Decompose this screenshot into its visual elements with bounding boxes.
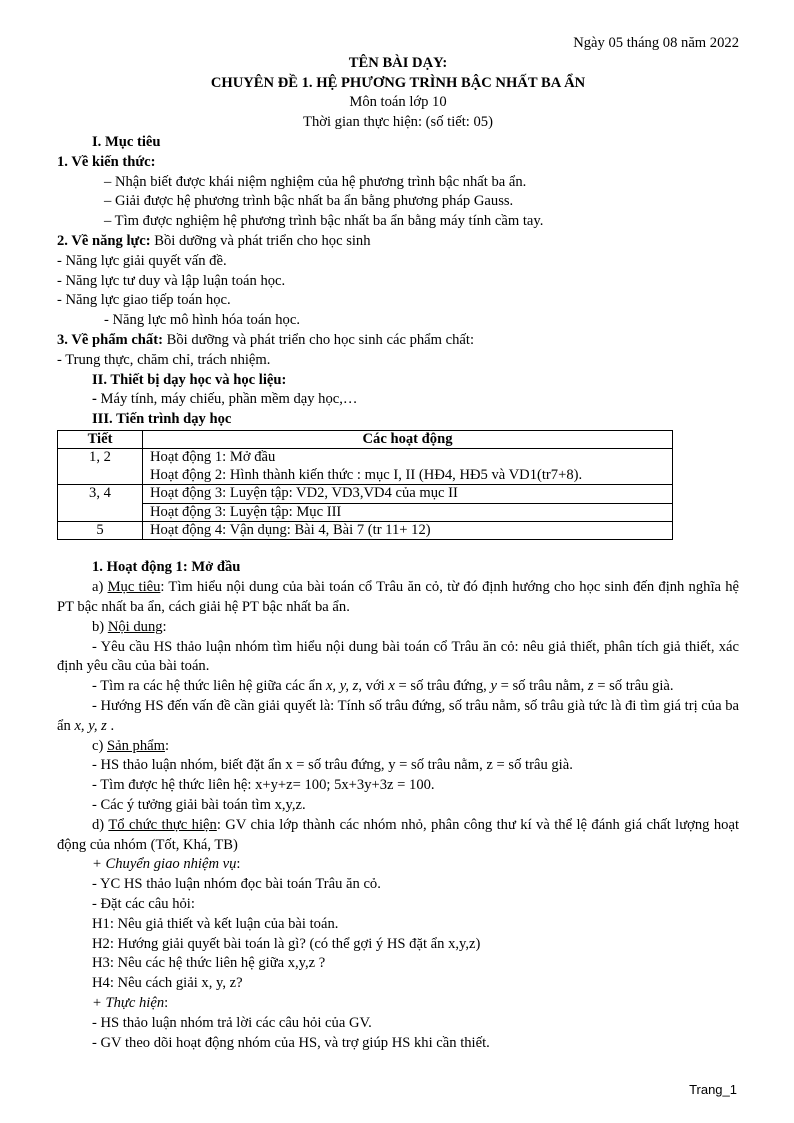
lesson-title: CHUYÊN ĐỀ 1. HỆ PHƯƠNG TRÌNH BẬC NHẤT BA ẨN <box>210 74 586 91</box>
table-row <box>58 521 673 539</box>
knowledge-item: – Giải được hệ phương trình bậc nhất ba ẩn bằng phương pháp Gauss. <box>104 193 514 210</box>
product-item: - HS thảo luận nhóm, biết đặt ẩn x = số trâu đứng, y = số trâu nằm, z = số trâu già. <box>92 757 573 774</box>
quality-line <box>57 331 739 351</box>
activities-cell <box>143 449 673 485</box>
document-page <box>57 34 739 1053</box>
subject-line: Môn toán lớp 10 <box>349 94 447 111</box>
product-key: Sản phẩm <box>107 737 165 754</box>
tiet-cell: 1, 2 <box>58 449 143 485</box>
knowledge-item: – Tìm được nghiệm hệ phương trình bậc nhất ba ẩn bằng máy tính cầm tay. <box>104 213 544 230</box>
math-var: z <box>587 678 594 695</box>
page-number: Trang_1 <box>689 1082 737 1097</box>
equipment-bullet: - <box>92 391 97 408</box>
content-item <box>57 677 739 697</box>
question-item: H2: Hướng giải quyết bài toán là gì? (có thể gợi ý HS đặt ẩn x,y,z) <box>92 935 481 952</box>
objective-text: : Tìm hiểu nội dung của bài toán cổ Trâu ăn cỏ, từ đó định hướng cho học sinh đến định nghĩa hệ PT bậc nhất ba ẩn, cách giải hệ PT bậc nhất ba ẩn. <box>57 579 739 615</box>
activity-line: Hoạt động 3: Luyện tập: Mục III <box>150 503 342 520</box>
tiet-cell: 3, 4 <box>58 485 143 522</box>
math-var: y <box>490 678 497 695</box>
product-item: - Tìm được hệ thức liên hệ: x+y+z= 100; 5x+3y+3z = 100. <box>92 777 435 794</box>
table-row <box>58 503 673 521</box>
table-header-row <box>58 430 673 448</box>
quality-intro: Bồi dưỡng và phát triển cho học sinh các phẩm chất: <box>162 331 475 348</box>
label-b: b) <box>92 618 108 635</box>
content-item <box>57 697 739 737</box>
content-text: - Hướng HS đến vấn đề cần giải quyết là: Tính số trâu đứng, số trâu nằm, số trâu già tức là đi tìm giá trị của ba ẩn <box>57 697 739 734</box>
equipment-heading: II. Thiết bị dạy học và học liệu: <box>92 371 287 388</box>
activity1-heading: 1. Hoạt động 1: Mở đầu <box>92 559 241 576</box>
table-row <box>58 449 673 485</box>
activity1-objective <box>57 578 739 618</box>
knowledge-item: – Nhận biết được khái niệm nghiệm của hệ phương trình bậc nhất ba ẩn. <box>104 173 527 190</box>
competence-item: - Năng lực tư duy và lập luận toán học. <box>57 272 286 289</box>
document-date: Ngày 05 tháng 08 năm 2022 <box>573 35 739 51</box>
organization-key: Tổ chức thực hiện <box>108 816 217 833</box>
activity-line: Hoạt động 1: Mở đầu <box>150 449 276 466</box>
activities-cell <box>143 521 673 539</box>
duration-line: Thời gian thực hiện: (số tiết: 05) <box>303 114 493 131</box>
competence-intro: Bồi dưỡng và phát triển cho học sinh <box>150 232 371 249</box>
question-item: H1: Nêu giả thiết và kết luận của bài toán. <box>92 915 339 932</box>
perform-heading: + Thực hiện <box>92 994 165 1011</box>
competence-line <box>57 232 739 252</box>
competence-heading: 2. Về năng lực: <box>57 232 151 249</box>
col-activities-header: Các hoạt động <box>143 430 673 448</box>
process-heading: III. Tiến trình dạy học <box>92 411 232 428</box>
competence-item: - Năng lực giao tiếp toán học. <box>57 292 231 309</box>
assign-colon: : <box>236 856 241 873</box>
label-a: a) <box>92 579 108 596</box>
quality-item: - Trung thực, chăm chỉ, trách nhiệm. <box>57 351 271 368</box>
competence-item: - Năng lực giải quyết vấn đề. <box>57 252 227 269</box>
perform-item: - HS thảo luận nhóm trả lời các câu hỏi của GV. <box>92 1014 372 1031</box>
table-row <box>58 485 673 503</box>
content-text: . <box>106 717 115 734</box>
organization-line <box>57 816 739 856</box>
product-heading-line <box>57 737 739 757</box>
content-text: = số trâu nằm, <box>496 678 588 695</box>
content-text: - Tìm ra các hệ thức liên hệ giữa các ẩn <box>92 678 326 695</box>
organization-text: : GV chia lớp thành các nhóm nhỏ, phân công thư kí và thể lệ đánh giá chất lượng hoạt động của nhóm (Tốt, Khá, TB) <box>57 816 739 853</box>
content-colon: : <box>162 618 167 635</box>
activity-line: Hoạt động 3: Luyện tập: VD2, VD3,VD4 của mục II <box>150 485 458 502</box>
assign-heading: + Chuyển giao nhiệm vụ <box>92 856 237 873</box>
competence-item: - Năng lực mô hình hóa toán học. <box>104 312 300 329</box>
tiet-cell: 5 <box>58 521 143 539</box>
label-d: d) <box>92 816 109 833</box>
col-tiet-header: Tiết <box>58 430 143 448</box>
content-key: Nội dung <box>107 618 163 635</box>
content-item: - Yêu cầu HS thảo luận nhóm tìm hiểu nội dung bài toán cổ Trâu ăn cỏ: nêu giả thiết, phân tích giả thiết, xác định yêu cầu của bài toán. <box>57 638 739 675</box>
lesson-plan-table <box>57 430 673 540</box>
knowledge-heading: 1. Về kiến thức: <box>57 153 156 170</box>
math-var: x <box>388 678 395 695</box>
equipment-line <box>57 390 739 410</box>
label-c: c) <box>92 737 107 754</box>
perform-heading-line <box>57 994 739 1014</box>
equipment-text: Máy tính, máy chiếu, phần mềm dạy học,… <box>96 391 358 408</box>
objective-key: Mục tiêu <box>107 579 161 596</box>
content-heading-line <box>57 618 739 638</box>
question-item: H4: Nêu cách giải x, y, z? <box>92 975 243 992</box>
assign-item: - YC HS thảo luận nhóm đọc bài toán Trâu ăn cỏ. <box>92 876 381 893</box>
perform-item: - GV theo dõi hoạt động nhóm của HS, và trợ giúp HS khi cần thiết. <box>92 1034 490 1051</box>
content-text: = số trâu đứng, <box>394 678 491 695</box>
product-item: - Các ý tưởng giải bài toán tìm x,y,z. <box>92 796 306 813</box>
activities-cell <box>143 485 673 503</box>
assign-heading-line <box>57 855 739 875</box>
question-item: H3: Nêu các hệ thức liên hệ giữa x,y,z ? <box>92 955 326 972</box>
objectives-heading: I. Mục tiêu <box>92 133 161 150</box>
content-text: = số trâu già. <box>593 678 674 695</box>
activity-line: Hoạt động 2: Hình thành kiến thức : mục I, II (HĐ4, HĐ5 và VD1(tr7+8). <box>150 466 583 483</box>
math-vars: x, y, z <box>74 717 107 734</box>
product-colon: : <box>164 737 170 754</box>
lesson-label: TÊN BÀI DẠY: <box>348 54 448 71</box>
activities-cell <box>143 503 673 521</box>
math-vars: x, y, z <box>325 678 359 695</box>
assign-item: - Đặt các câu hỏi: <box>92 895 195 912</box>
activity-line: Hoạt động 4: Vận dụng: Bài 4, Bài 7 (tr 11+ 12) <box>150 521 431 538</box>
content-text: , với <box>358 678 389 695</box>
perform-colon: : <box>164 994 169 1011</box>
quality-heading: 3. Về phẩm chất: <box>57 331 163 348</box>
